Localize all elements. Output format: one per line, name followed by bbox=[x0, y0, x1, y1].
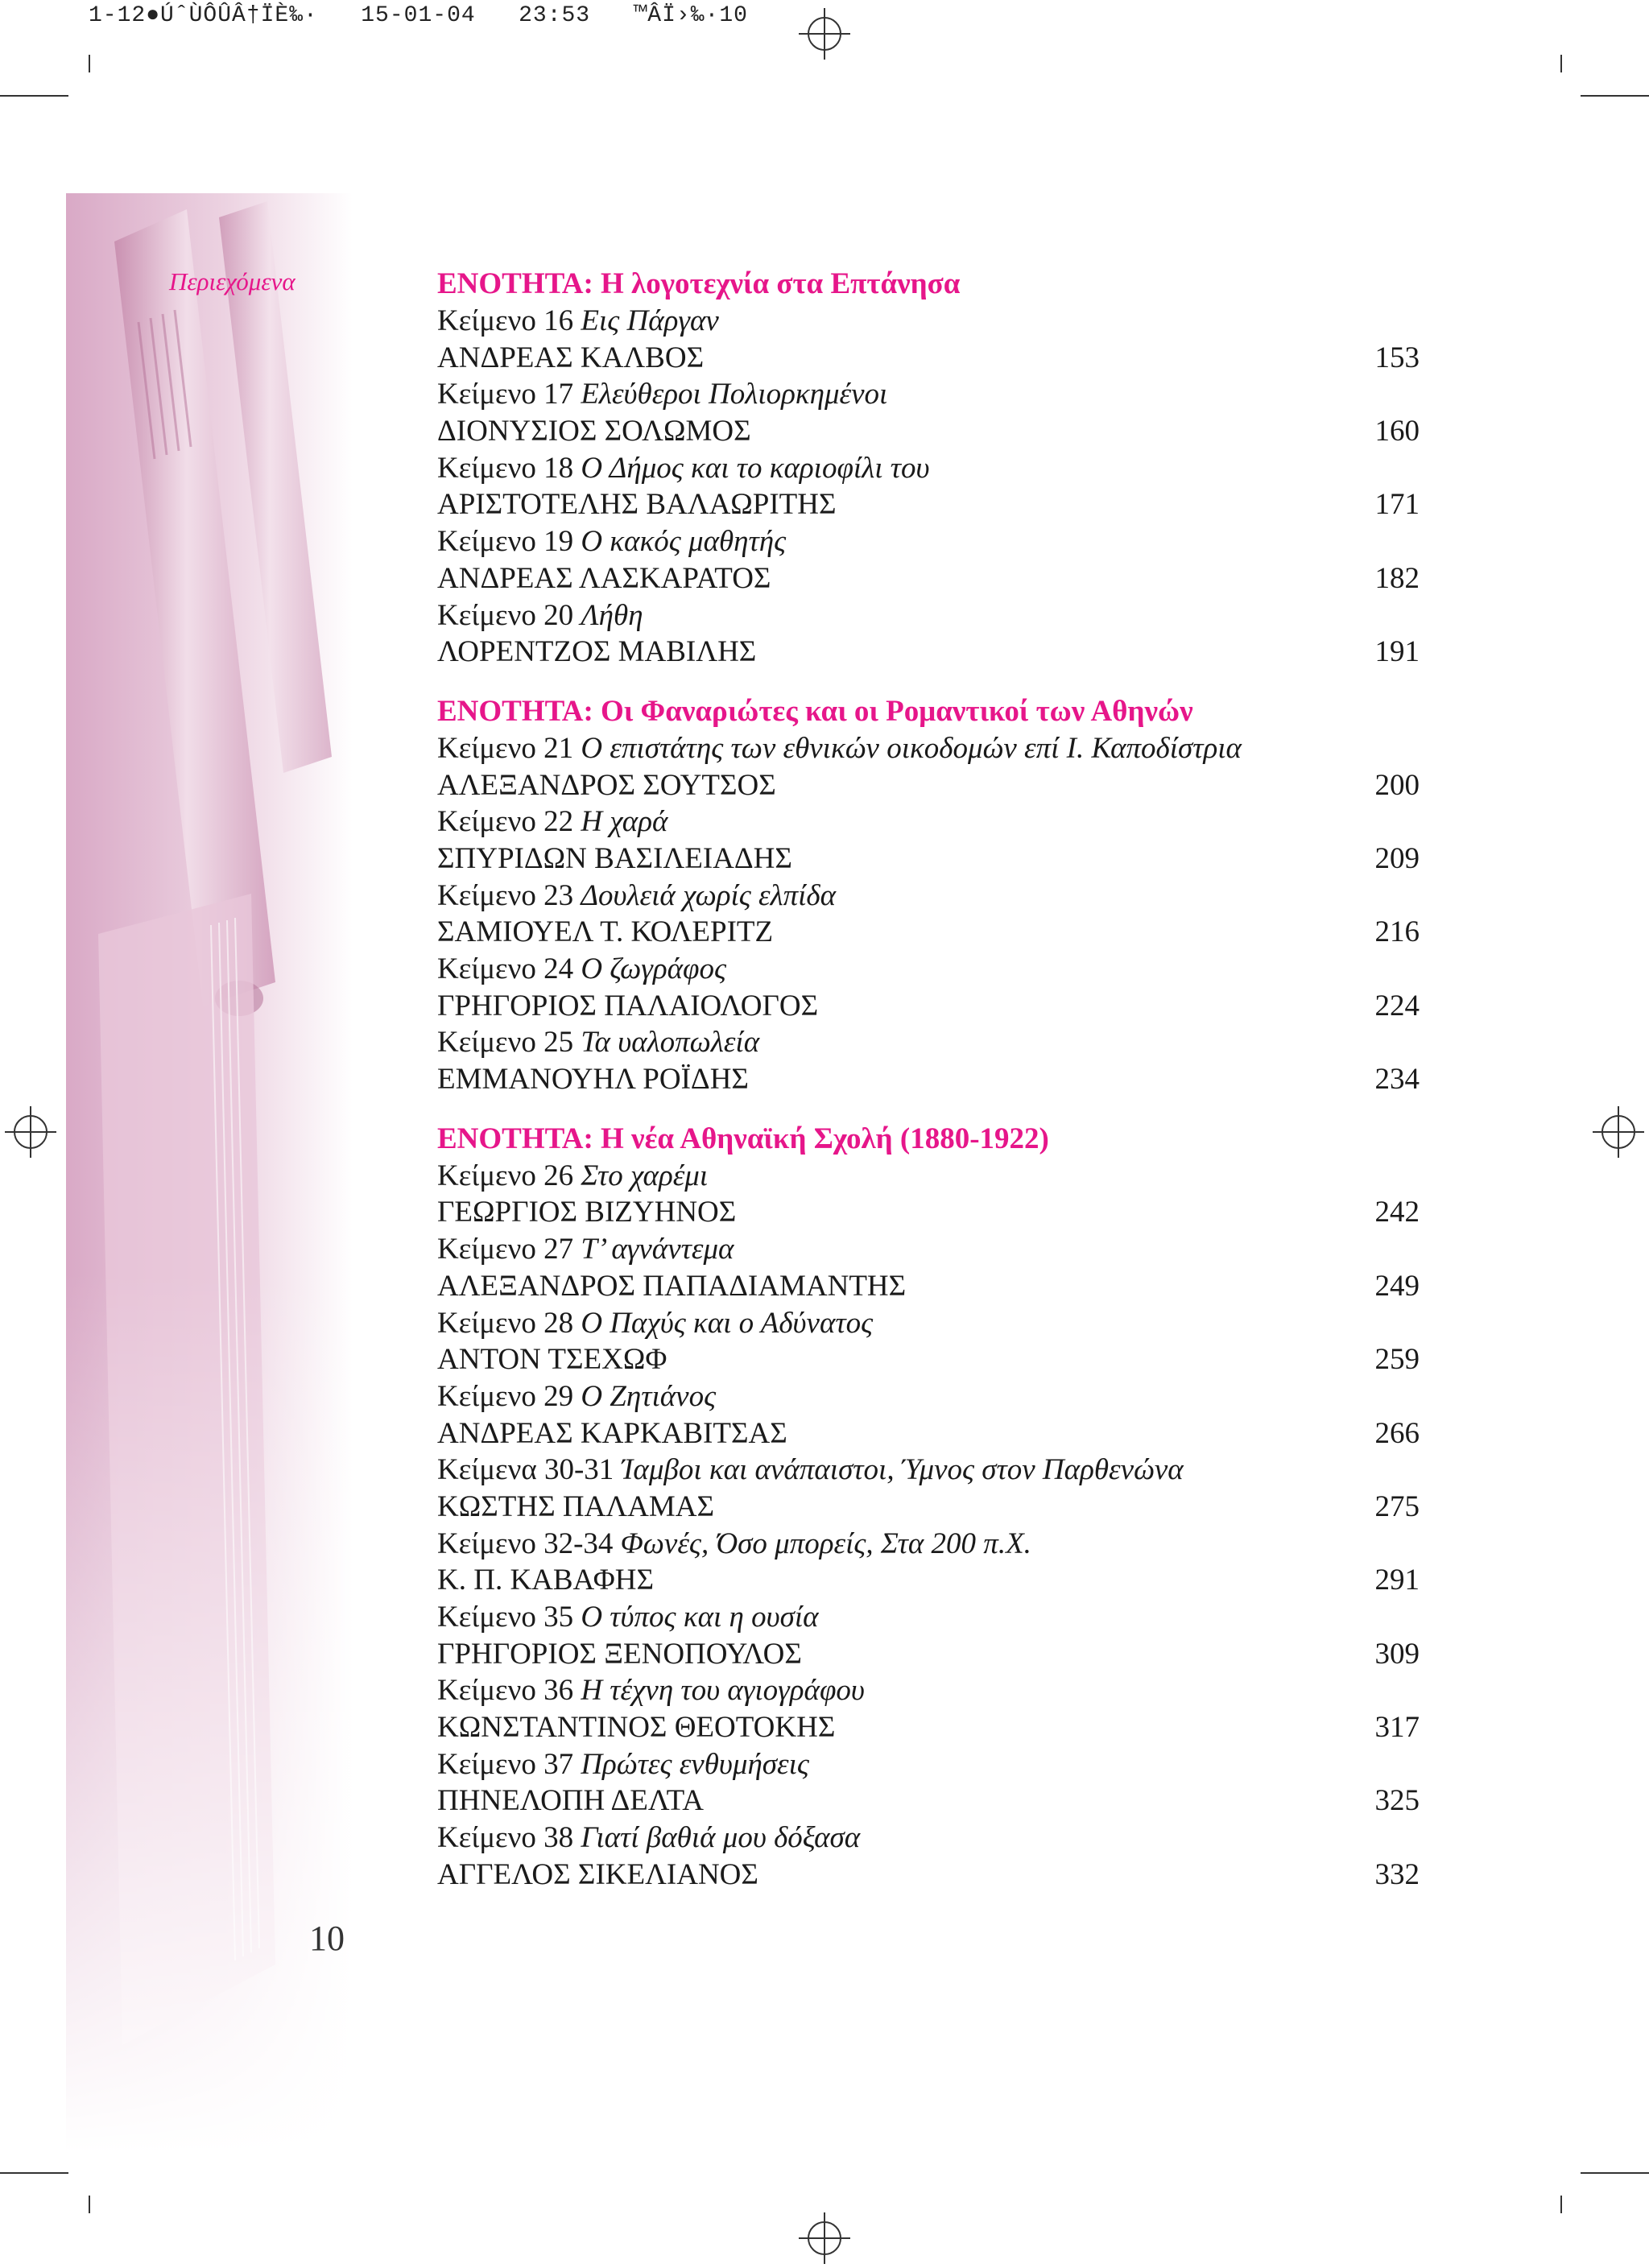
text-entry bbox=[437, 1526, 1420, 1563]
text-entry bbox=[437, 1378, 1420, 1415]
text-title: Πρώτες ενθυμήσεις bbox=[581, 1747, 809, 1781]
author-row bbox=[437, 560, 1420, 597]
text-title: Λήθη bbox=[581, 598, 643, 632]
text-number-label: Κείμενο 32-34 bbox=[437, 1526, 614, 1560]
text-number-label: Κείμενο 19 bbox=[437, 525, 574, 559]
author-name: ΚΩΝΣΤΑΝΤΙΝΟΣ ΘΕΟΤΟΚΗΣ bbox=[437, 1711, 836, 1745]
page-reference: 332 bbox=[1374, 1857, 1420, 1891]
page-reference: 200 bbox=[1374, 768, 1420, 802]
page-reference: 216 bbox=[1374, 915, 1420, 949]
page-number: 10 bbox=[309, 1919, 345, 1958]
author-name: ΣΠΥΡΙΔΩΝ ΒΑΣΙΛΕΙΑΔΗΣ bbox=[437, 841, 792, 875]
author-row bbox=[437, 1489, 1420, 1526]
crop-mark bbox=[1581, 95, 1649, 97]
text-title: Εις Πάργαν bbox=[581, 304, 719, 337]
text-entry bbox=[437, 1452, 1420, 1489]
book-and-pens-illustration bbox=[66, 193, 353, 2154]
author-name: ΓΡΗΓΟΡΙΟΣ ΠΑΛΑΙΟΛΟΓΟΣ bbox=[437, 989, 819, 1022]
author-name: ΛΟΡΕΝΤΖΟΣ ΜΑΒΙΛΗΣ bbox=[437, 635, 757, 669]
text-title: Γιατί βαθιά μου δόξασα bbox=[581, 1821, 861, 1855]
page-reference: 291 bbox=[1374, 1564, 1420, 1597]
text-entry bbox=[437, 1672, 1420, 1709]
page-reference: 325 bbox=[1374, 1784, 1420, 1818]
author-name: ΠΗΝΕΛΟΠΗ ΔΕΛΤΑ bbox=[437, 1784, 704, 1818]
text-title: Στο χαρέμι bbox=[581, 1159, 709, 1192]
section-heading: ΕΝΟΤΗΤΑ: Η νέα Αθηναϊκή Σχολή (1880-1922) bbox=[437, 1122, 1049, 1155]
author-name: ΑΓΓΕΛΟΣ ΣΙΚΕΛΙΑΝΟΣ bbox=[437, 1857, 758, 1891]
author-row bbox=[437, 1636, 1420, 1673]
page-reference: 224 bbox=[1374, 989, 1420, 1022]
author-name: ΑΛΕΞΑΝΔΡΟΣ ΣΟΥΤΣΟΣ bbox=[437, 768, 776, 802]
text-number-label: Κείμενο 35 bbox=[437, 1601, 574, 1634]
author-name: ΑΝΔΡΕΑΣ ΛΑΣΚΑΡΑΤΟΣ bbox=[437, 561, 771, 595]
section-heading: ΕΝΟΤΗΤΑ: Οι Φαναριώτες και οι Ρομαντικοί των Αθηνών bbox=[437, 694, 1193, 728]
text-title: Ο Δήμος και το καριοφίλι του bbox=[581, 451, 930, 485]
registration-mark-icon bbox=[799, 8, 850, 60]
text-entry bbox=[437, 1158, 1420, 1195]
registration-mark-icon bbox=[5, 1106, 56, 1158]
text-number-label: Κείμενο 20 bbox=[437, 598, 574, 632]
printer-slug-line: 1-12●ÚˆÙÔÛÂ†ÏÈ‰· 15-01-04 23:53 ™ÂÏ›‰·10 bbox=[89, 3, 748, 28]
text-number-label: Κείμενο 26 bbox=[437, 1159, 574, 1192]
author-row bbox=[437, 988, 1420, 1025]
page-reference: 209 bbox=[1374, 841, 1420, 875]
author-name: ΣΑΜΙΟΥΕΛ Τ. ΚΟΛΕΡΙΤΖ bbox=[437, 915, 774, 949]
text-number-label: Κείμενο 16 bbox=[437, 304, 574, 337]
text-entry bbox=[437, 730, 1420, 767]
author-name: ΓΕΩΡΓΙΟΣ ΒΙΖΥΗΝΟΣ bbox=[437, 1196, 737, 1229]
text-entry bbox=[437, 1305, 1420, 1342]
text-number-label: Κείμενο 23 bbox=[437, 878, 574, 912]
text-number-label: Κείμενο 38 bbox=[437, 1821, 574, 1855]
text-number-label: Κείμενο 18 bbox=[437, 451, 574, 485]
page-reference: 317 bbox=[1374, 1711, 1420, 1745]
text-number-label: Κείμενο 21 bbox=[437, 731, 574, 765]
author-row bbox=[437, 486, 1420, 523]
page-reference: 259 bbox=[1374, 1343, 1420, 1377]
author-name: ΑΝΤΟΝ ΤΣΕΧΩΦ bbox=[437, 1343, 667, 1377]
author-row bbox=[437, 767, 1420, 804]
page-reference: 171 bbox=[1374, 488, 1420, 522]
text-number-label: Κείμενο 24 bbox=[437, 952, 574, 985]
text-title: Ο ζωγράφος bbox=[581, 952, 727, 985]
registration-mark-icon bbox=[1593, 1106, 1644, 1158]
page-reference: 182 bbox=[1374, 561, 1420, 595]
text-number-label: Κείμενο 29 bbox=[437, 1379, 574, 1413]
text-title: Ο Παχύς και ο Αδύνατος bbox=[581, 1306, 874, 1340]
text-entry bbox=[437, 1746, 1420, 1783]
crop-mark bbox=[0, 95, 68, 97]
author-name: ΓΡΗΓΟΡΙΟΣ ΞΕΝΟΠΟΥΛΟΣ bbox=[437, 1637, 802, 1671]
page-reference: 309 bbox=[1374, 1637, 1420, 1671]
author-row bbox=[437, 340, 1420, 377]
author-row bbox=[437, 1709, 1420, 1746]
crop-mark bbox=[89, 55, 90, 72]
text-title: Ο επιστάτης των εθνικών οικοδομών επί Ι. Καποδίστρια bbox=[581, 731, 1242, 765]
author-row bbox=[437, 1061, 1420, 1098]
section-heading: ΕΝΟΤΗΤΑ: Η λογοτεχνία στα Επτάνησα bbox=[437, 267, 961, 300]
author-row bbox=[437, 1194, 1420, 1231]
table-of-contents bbox=[437, 266, 1420, 1916]
text-entry bbox=[437, 804, 1420, 841]
text-title: Τ’ αγνάντεμα bbox=[581, 1233, 734, 1266]
contents-side-title: Περιεχόμενα bbox=[169, 267, 295, 295]
text-title: Ελεύθεροι Πολιορκημένοι bbox=[581, 378, 888, 411]
author-name: ΑΡΙΣΤΟΤΕΛΗΣ ΒΑΛΑΩΡΙΤΗΣ bbox=[437, 488, 837, 522]
text-number-label: Κείμενο 27 bbox=[437, 1233, 574, 1266]
author-name: ΑΛΕΞΑΝΔΡΟΣ ΠΑΠΑΔΙΑΜΑΝΤΗΣ bbox=[437, 1269, 907, 1303]
text-entry bbox=[437, 1599, 1420, 1636]
text-entry bbox=[437, 376, 1420, 413]
author-row bbox=[437, 1562, 1420, 1599]
page-reference: 153 bbox=[1374, 341, 1420, 374]
text-entry bbox=[437, 1024, 1420, 1061]
page-reference: 242 bbox=[1374, 1196, 1420, 1229]
page-reference: 275 bbox=[1374, 1489, 1420, 1523]
text-number-label: Κείμενο 17 bbox=[437, 378, 574, 411]
author-row bbox=[437, 1341, 1420, 1378]
author-name: ΔΙΟΝΥΣΙΟΣ ΣΟΛΩΜΟΣ bbox=[437, 415, 751, 448]
text-title: Η χαρά bbox=[581, 805, 668, 839]
text-number-label: Κείμενα 30-31 bbox=[437, 1453, 614, 1487]
text-title: Η τέχνη του αγιογράφου bbox=[581, 1674, 865, 1708]
author-row bbox=[437, 1415, 1420, 1452]
page-reference: 234 bbox=[1374, 1063, 1420, 1097]
text-number-label: Κείμενο 22 bbox=[437, 805, 574, 839]
text-number-label: Κείμενο 36 bbox=[437, 1674, 574, 1708]
page-reference: 249 bbox=[1374, 1269, 1420, 1303]
author-row bbox=[437, 914, 1420, 951]
text-entry bbox=[437, 1820, 1420, 1857]
text-entry bbox=[437, 597, 1420, 634]
crop-mark bbox=[1560, 55, 1562, 72]
text-title: Ο κακός μαθητής bbox=[581, 525, 787, 559]
toc-section bbox=[437, 266, 1420, 671]
author-name: ΑΝΔΡΕΑΣ ΚΑΛΒΟΣ bbox=[437, 341, 705, 374]
text-entry bbox=[437, 951, 1420, 988]
crop-mark bbox=[1581, 2172, 1649, 2174]
toc-section bbox=[437, 1121, 1420, 1894]
text-title: Ίαμβοι και ανάπαιστοι, Ύμνος στον Παρθενώνα bbox=[621, 1453, 1184, 1487]
author-name: Κ. Π. ΚΑΒΑΦΗΣ bbox=[437, 1564, 655, 1597]
text-title: Φωνές, Όσο μπορείς, Στα 200 π.Χ. bbox=[620, 1526, 1031, 1560]
text-number-label: Κείμενο 28 bbox=[437, 1306, 574, 1340]
author-name: ΚΩΣΤΗΣ ΠΑΛΑΜΑΣ bbox=[437, 1489, 715, 1523]
page-reference: 191 bbox=[1374, 635, 1420, 669]
crop-mark bbox=[89, 2196, 90, 2213]
text-entry bbox=[437, 1231, 1420, 1268]
crop-mark bbox=[1560, 2196, 1562, 2213]
author-row bbox=[437, 1857, 1420, 1894]
author-row bbox=[437, 1268, 1420, 1305]
toc-section bbox=[437, 693, 1420, 1098]
author-name: ΑΝΔΡΕΑΣ ΚΑΡΚΑΒΙΤΣΑΣ bbox=[437, 1416, 787, 1450]
registration-mark-icon bbox=[799, 2212, 850, 2264]
author-row bbox=[437, 634, 1420, 671]
author-name: ΕΜΜΑΝΟΥΗΛ ΡΟΪΔΗΣ bbox=[437, 1063, 749, 1097]
text-number-label: Κείμενο 37 bbox=[437, 1747, 574, 1781]
text-entry bbox=[437, 523, 1420, 560]
author-row bbox=[437, 841, 1420, 878]
text-entry bbox=[437, 303, 1420, 340]
page-reference: 266 bbox=[1374, 1416, 1420, 1450]
text-title: Δουλειά χωρίς ελπίδα bbox=[581, 878, 837, 912]
text-title: Ο τύπος και η ουσία bbox=[581, 1601, 819, 1634]
text-entry bbox=[437, 450, 1420, 487]
text-title: Τα υαλοπωλεία bbox=[581, 1026, 760, 1060]
author-row bbox=[437, 413, 1420, 450]
text-entry bbox=[437, 878, 1420, 915]
text-title: Ο Ζητιάνος bbox=[581, 1379, 717, 1413]
page-reference: 160 bbox=[1374, 415, 1420, 448]
author-row bbox=[437, 1783, 1420, 1820]
crop-mark bbox=[0, 2172, 68, 2174]
text-number-label: Κείμενο 25 bbox=[437, 1026, 574, 1060]
